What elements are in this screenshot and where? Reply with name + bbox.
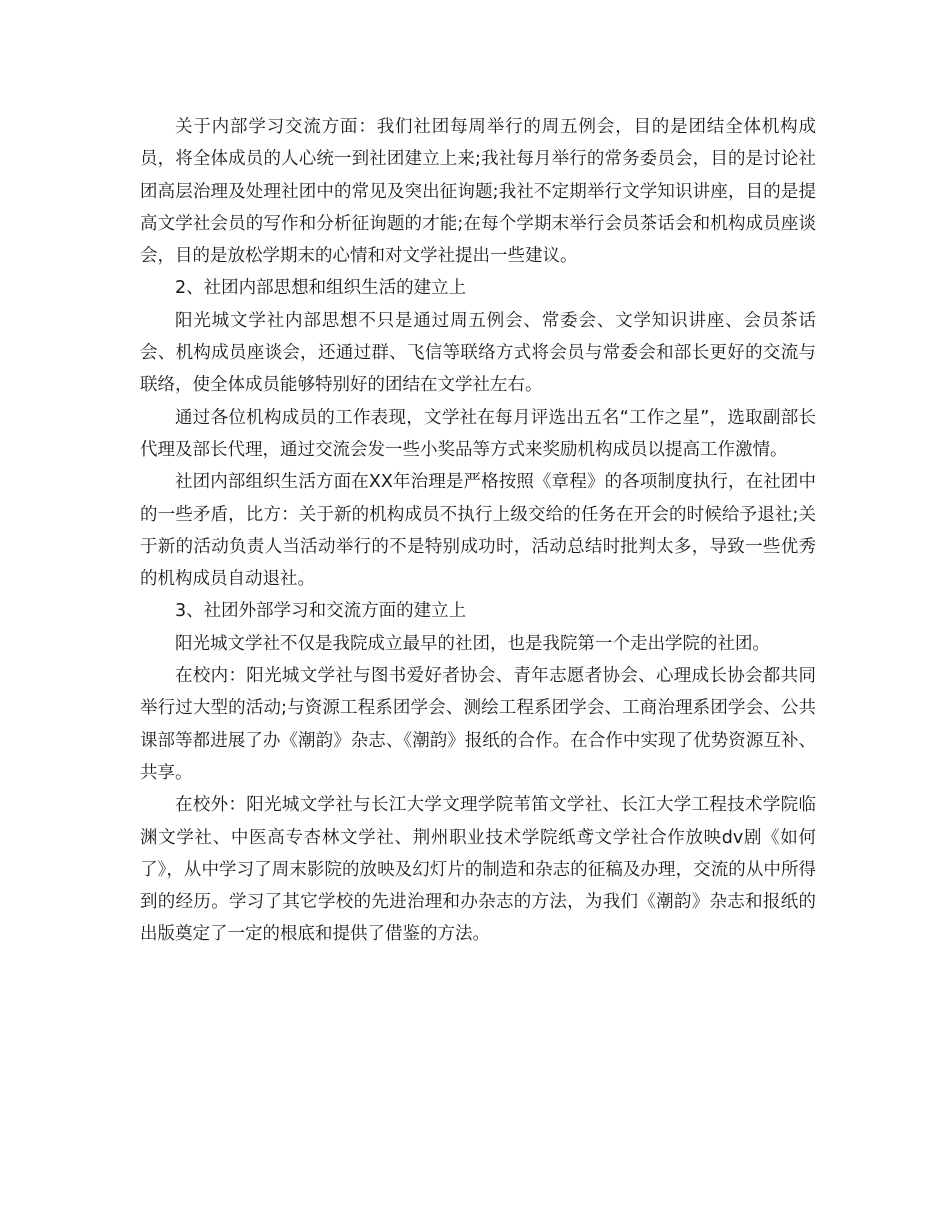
paragraph-internal-exchange: 关于内部学习交流方面：我们社团每周举行的周五例会，目的是团结全体机构成员，将全体成员的人心统一到社团建立上来;我社每月举行的常务委员会，目的是讨论社团高层治理及处理社团中的常见及突出征询题;我社不定期举行文学知识讲座，目的是提高文学社会员的写作和分析征询题的才能;在每个学期末举行会员茶话会和机构成员座谈会，目的是放松学期末的心情和对文学社提出一些建议。 bbox=[140, 117, 816, 267]
document-body bbox=[140, 111, 816, 951]
section-heading-2: 2、社团内部思想和组织生活的建立上 bbox=[175, 278, 467, 299]
section-heading-3: 3、社团外部学习和交流方面的建立上 bbox=[175, 601, 467, 622]
paragraph-internal-thought: 阳光城文学社内部思想不只是通过周五例会、常委会、文学知识讲座、会员茶话会、机构成员座谈会，还通过群、飞信等联络方式将会员与常委会和部长更好的交流与联络，使全体成员能够特别好的团结在文学社左右。 bbox=[140, 310, 816, 396]
paragraph-on-campus: 在校内：阳光城文学社与图书爱好者协会、青年志愿者协会、心理成长协会都共同举行过大型的活动;与资源工程系团学会、测绘工程系团学会、工商治理系团学会、公共课部等都进展了办《潮韵》杂志、《潮韵》报纸的合作。在合作中实现了优势资源互补、共享。 bbox=[140, 666, 816, 783]
paragraph-first-society: 阳光城文学社不仅是我院成立最早的社团，也是我院第一个走出学院的社团。 bbox=[175, 633, 770, 654]
paragraph-off-campus: 在校外：阳光城文学社与长江大学文理学院苇笛文学社、长江大学工程技术学院临渊文学社、中医高专杏林文学社、荆州职业技术学院纸鸢文学社合作放映dv剧《如何了》，从中学习了周末影院的放映及幻灯片的制造和杂志的征稿及办理，交流的从中所得到的经历。学习了其它学校的先进治理和办杂志的方法，为我们《潮韵》杂志和报纸的出版奠定了一定的根底和提供了借鉴的方法。 bbox=[140, 795, 816, 945]
paragraph-work-star: 通过各位机构成员的工作表现，文学社在每月评选出五名“工作之星”，选取副部长代理及部长代理，通过交流会发一些小奖品等方式来奖励机构成员以提高工作激情。 bbox=[140, 407, 816, 460]
paragraph-organization-life: 社团内部组织生活方面在XX年治理是严格按照《章程》的各项制度执行，在社团中的一些矛盾，比方：关于新的机构成员不执行上级交给的任务在开会的时候给予退社;关于新的活动负责人当活动举行的不是特别成功时，活动总结时批判太多，导致一些优秀的机构成员自动退社。 bbox=[140, 472, 816, 590]
